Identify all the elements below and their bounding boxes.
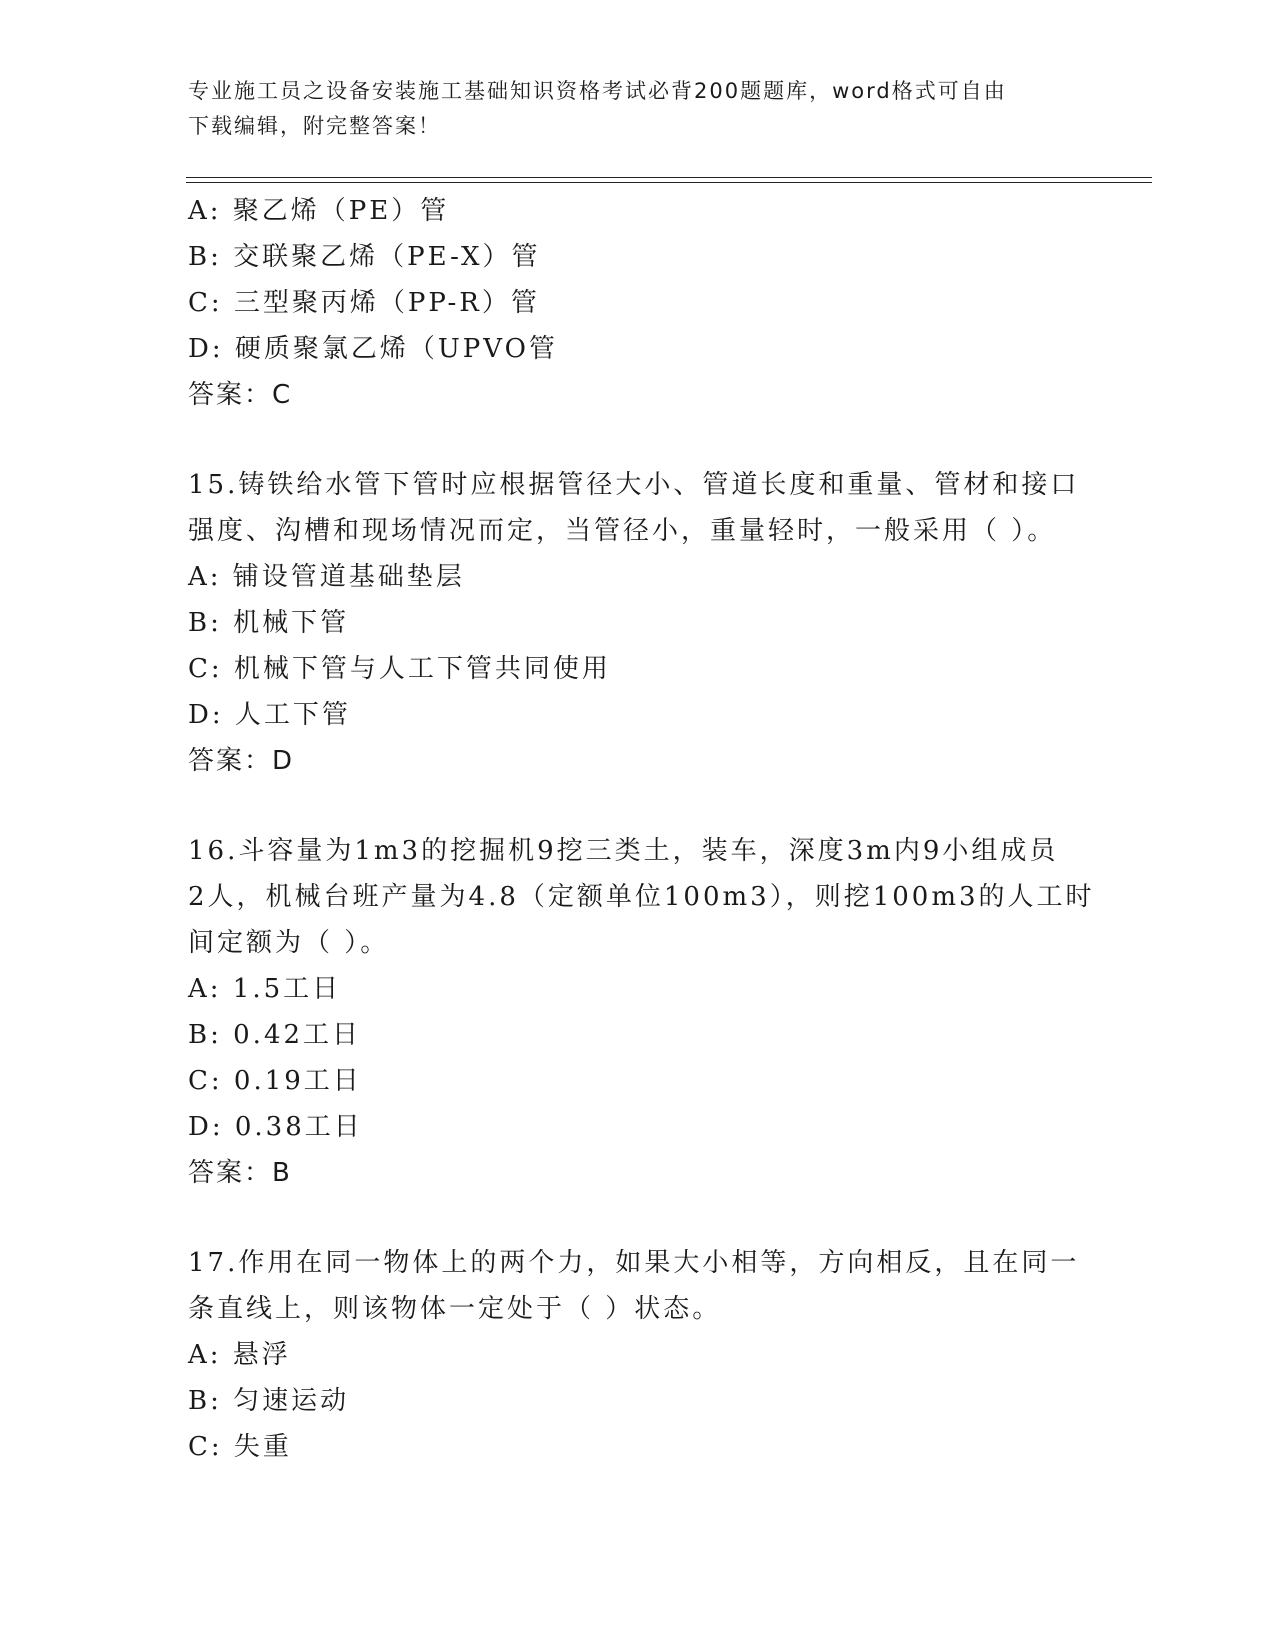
option-b: B: 机械下管 [188,608,350,638]
spacer [188,784,1088,828]
question-stem-line: 2人，机械台班产量为4.8（定额单位100m3），则挖100m3的人工时 [188,882,1095,912]
question-stem-line: 16.斗容量为1m3的挖掘机9挖三类土，装车，深度3m内9小组成员 [188,836,1059,866]
option-d: D: 硬质聚氯乙烯（UPVO管 [188,334,558,364]
question-stem-line: 17.作用在同一物体上的两个力，如果大小相等，方向相反，且在同一 [188,1248,1080,1278]
option-d: D: 人工下管 [188,700,351,730]
question-14 [188,188,1088,418]
answer-line: 答案：C [188,380,293,410]
document-header [188,74,1068,144]
option-b: B: 0.42工日 [188,1020,362,1050]
question-stem-line: 间定额为（ ）。 [188,928,390,958]
header-divider-top [186,177,1152,178]
option-b: B: 交联聚乙烯（PE-X）管 [188,242,541,272]
option-b: B: 匀速运动 [188,1386,350,1416]
option-a: A: 悬浮 [188,1340,291,1370]
header-divider-bottom [186,182,1152,183]
question-stem-line: 条直线上，则该物体一定处于（ ）状态。 [188,1294,722,1324]
question-16 [188,828,1095,1196]
spacer [188,1196,1088,1240]
option-c: C: 三型聚丙烯（PP-R）管 [188,288,540,318]
question-17 [188,1240,1088,1470]
spacer [188,418,1088,462]
option-a: A: 1.5工日 [188,974,342,1004]
option-c: C: 失重 [188,1432,292,1462]
question-15 [188,462,1088,784]
answer-line: 答案：B [188,1158,292,1188]
option-c: C: 机械下管与人工下管共同使用 [188,654,611,684]
option-a: A: 铺设管道基础垫层 [188,562,465,592]
option-a: A: 聚乙烯（PE）管 [188,196,450,226]
option-c: C: 0.19工日 [188,1066,362,1096]
question-list [188,188,1095,1470]
answer-line: 答案：D [188,746,295,776]
header-line-1: 专业施工员之设备安装施工基础知识资格考试必背200题题库，word格式可自由 [188,79,1007,103]
question-stem-line: 15.铸铁给水管下管时应根据管径大小、管道长度和重量、管材和接口 [188,470,1080,500]
header-line-2: 下载编辑，附完整答案！ [188,114,441,138]
option-d: D: 0.38工日 [188,1112,363,1142]
question-stem-line: 强度、沟槽和现场情况而定，当管径小，重量轻时，一般采用（ ）。 [188,516,1057,546]
